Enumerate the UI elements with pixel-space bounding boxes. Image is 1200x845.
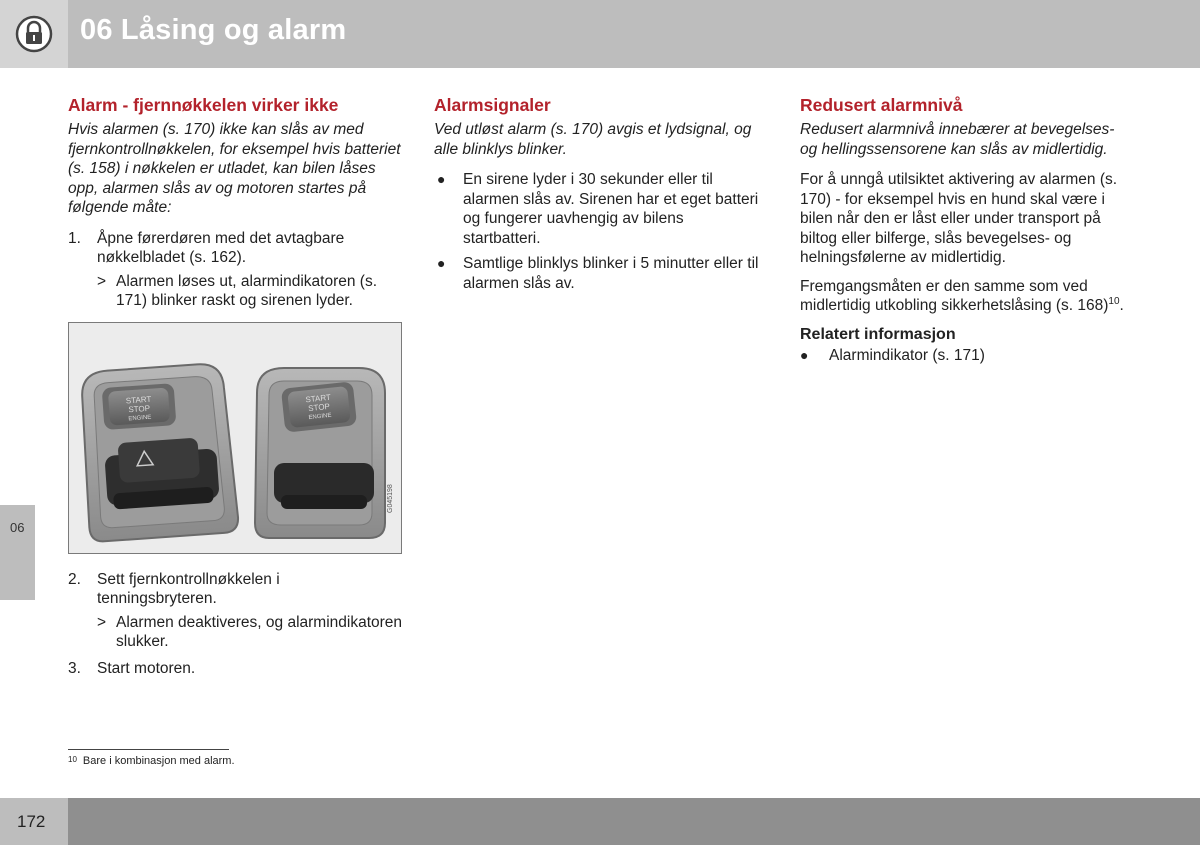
list-item xyxy=(434,254,764,293)
start-button-label: START xyxy=(125,394,152,405)
section-intro: Hvis alarmen (s. 170) ikke kan slås av med fjernkontrollnøkkelen, for eksempel hvis batteriet (s. 158) i nøkkelen er utladet, kan bilen låses opp, alarmen slås av og motoren startes på følgende måte: xyxy=(68,121,401,216)
step-text: Åpne førerdøren med det avtagbare nøkkelbladet (s. 162). xyxy=(97,229,345,266)
step-item xyxy=(68,229,403,268)
step-text: Start motoren. xyxy=(97,659,196,677)
related-item-text: Alarmindikator (s. 171) xyxy=(829,346,985,364)
list-item xyxy=(434,170,764,248)
step-number: 2. xyxy=(68,570,81,588)
list-item-text: Samtlige blinklys blinker i 5 minutter eller til alarmen slås av. xyxy=(463,255,759,292)
ignition-panel-right xyxy=(255,368,385,538)
start-button-label: STOP xyxy=(307,401,331,413)
footnote-ref: 10 xyxy=(1108,295,1120,307)
footnote xyxy=(68,755,235,767)
paragraph xyxy=(800,277,1130,316)
page-number-box xyxy=(0,798,68,845)
ignition-panel-left xyxy=(79,362,239,542)
related-info-heading: Relatert informasjon xyxy=(800,325,956,343)
column-alarm-signals xyxy=(434,94,764,299)
chapter-icon-box xyxy=(0,0,68,68)
section-heading-alarm-key: Alarm - fjernnøkkelen virker ikke xyxy=(68,95,339,115)
section-heading-reduced-alarm: Redusert alarmnivå xyxy=(800,95,963,115)
padlock-icon xyxy=(15,15,53,53)
start-button-label: START xyxy=(304,392,332,404)
section-intro: Ved utløst alarm (s. 170) avgis et lydsignal, og alle blinklys blinker. xyxy=(434,121,752,158)
result-text: Alarmen deaktiveres, og alarmindikatoren slukker. xyxy=(116,613,403,650)
footnote-divider xyxy=(68,749,229,750)
page-footer xyxy=(0,798,1200,845)
start-button-label: STOP xyxy=(128,403,151,414)
result-marker: > xyxy=(97,272,107,290)
step-result xyxy=(68,613,403,652)
step-item xyxy=(68,659,403,679)
chapter-header xyxy=(0,0,1200,68)
footnote-number: 10 xyxy=(68,755,77,764)
figure-code: G045198 xyxy=(387,483,394,513)
list-item-text: En sirene lyder i 30 sekunder eller til alarmen slås av. Sirenen har et eget batteri og fungerer uavhengig av bilens startbatteri. xyxy=(463,171,759,247)
step-number: 1. xyxy=(68,229,81,247)
section-intro: Redusert alarmnivå innebærer at bevegelses- og hellingssensorene kan slås av midlertidig. xyxy=(800,121,1115,158)
ignition-illustration xyxy=(68,322,402,554)
footnote-text: Bare i kombinasjon med alarm. xyxy=(82,755,235,767)
ignition-illustration-graphic xyxy=(69,323,401,553)
bullet-icon: ● xyxy=(437,171,446,187)
start-button-label: ENGINE xyxy=(128,414,152,422)
result-text: Alarmen løses ut, alarmindikatoren (s. 171) blinker raskt og sirenen lyder. xyxy=(116,272,378,309)
chapter-title: 06 Låsing og alarm xyxy=(80,14,347,46)
step-number: 3. xyxy=(68,659,81,677)
column-alarm-key xyxy=(68,94,403,682)
step-item xyxy=(68,570,403,609)
step-result xyxy=(68,272,403,311)
column-reduced-alarm xyxy=(800,94,1130,365)
page-number: 172 xyxy=(17,812,46,831)
step-text: Sett fjernkontrollnøkkelen i tenningsbryteren. xyxy=(97,570,280,607)
related-item xyxy=(800,346,1130,366)
result-marker: > xyxy=(97,613,107,631)
bullet-icon: ● xyxy=(800,346,809,363)
paragraph-end: . xyxy=(1119,297,1124,314)
section-heading-alarm-signals: Alarmsignaler xyxy=(434,95,551,115)
side-tab-label: 06 xyxy=(10,520,25,535)
start-button-label: ENGINE xyxy=(308,412,332,421)
bullet-icon: ● xyxy=(437,255,446,271)
paragraph-text: Fremgangsmåten er den samme som ved midlertidig utkobling sikkerhetslåsing (s. 168) xyxy=(800,277,1109,314)
chapter-side-tab xyxy=(0,505,35,600)
paragraph: For å unngå utilsiktet aktivering av alarmen (s. 170) - for eksempel hvis en hund skal være i bilen når den er låst eller under transport på biltog eller bilferge, slås bevegelses- og helningsfølerne av midlertidig. xyxy=(800,171,1118,266)
